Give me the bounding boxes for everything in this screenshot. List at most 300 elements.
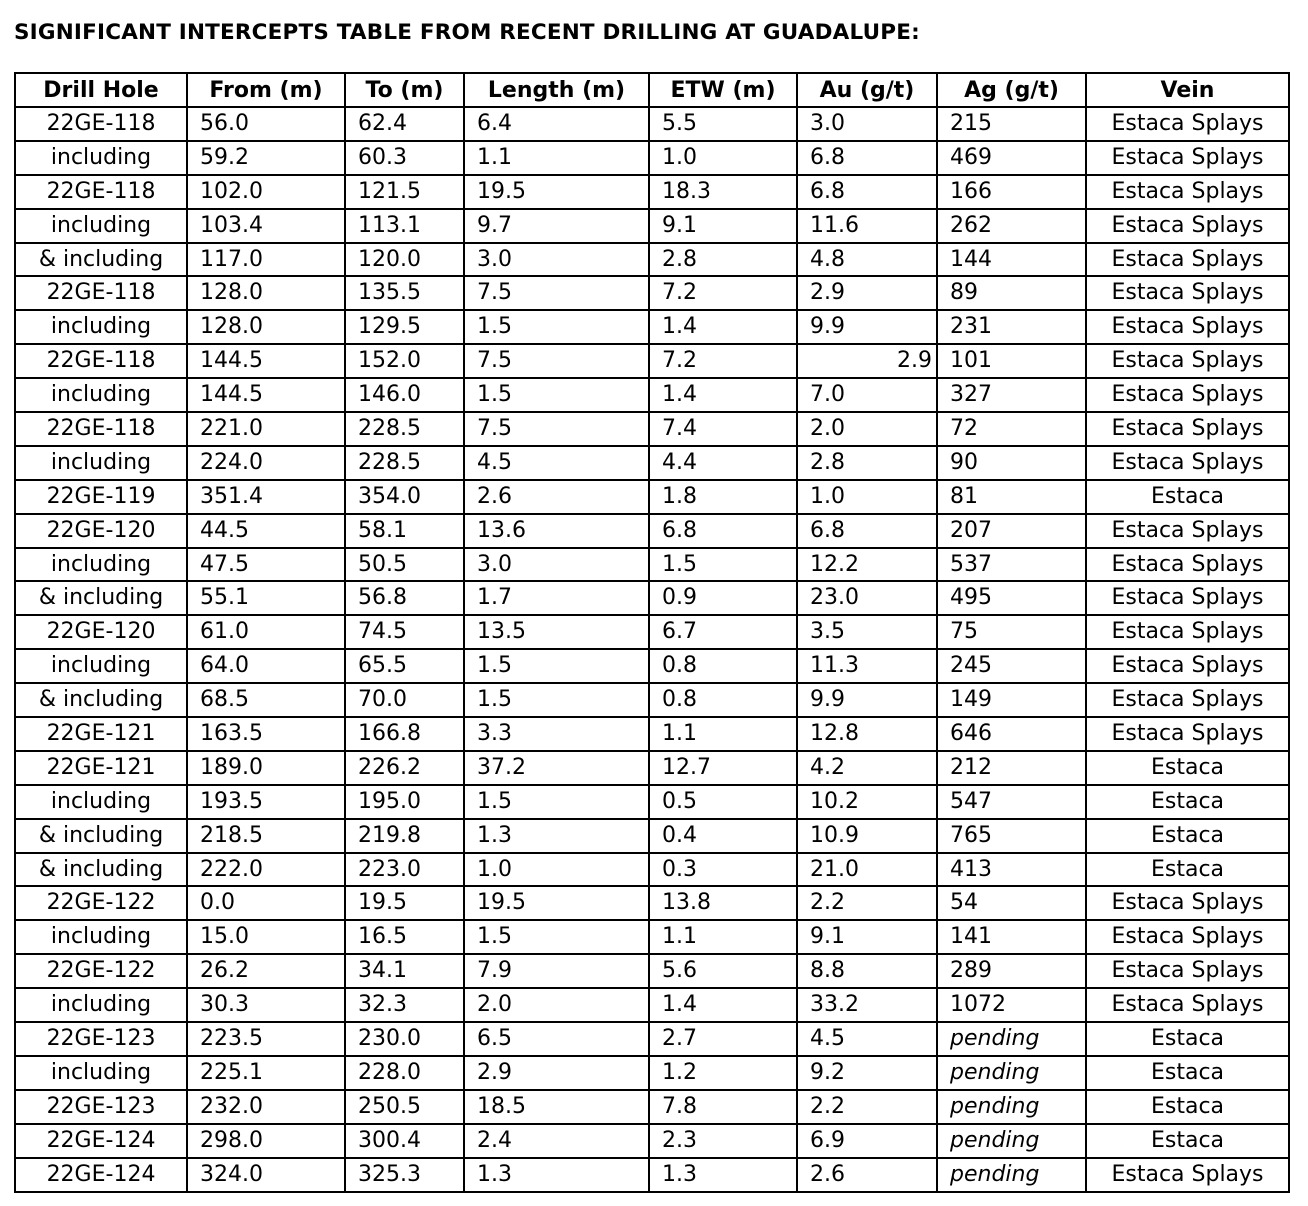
cell-to: 325.3 [345,1158,464,1192]
cell-ag: 75 [937,615,1086,649]
cell-from: 351.4 [187,480,345,514]
table-row [15,1056,1289,1090]
cell-au: 3.5 [797,615,937,649]
cell-au: 4.8 [797,243,937,277]
cell-drill-hole: 22GE-124 [15,1158,187,1192]
cell-etw: 9.1 [649,209,797,243]
cell-etw: 13.8 [649,886,797,920]
cell-vein: Estaca Splays [1086,276,1289,310]
cell-ag: 149 [937,683,1086,717]
cell-au: 23.0 [797,581,937,615]
table-row [15,853,1289,887]
cell-vein: Estaca Splays [1086,717,1289,751]
cell-etw: 1.5 [649,548,797,582]
table-row [15,886,1289,920]
cell-au: 6.9 [797,1124,937,1158]
cell-to: 228.5 [345,446,464,480]
table-row [15,276,1289,310]
cell-vein: Estaca [1086,1056,1289,1090]
cell-to: 58.1 [345,514,464,548]
cell-length: 2.9 [464,1056,649,1090]
cell-ag: 537 [937,548,1086,582]
table-row [15,920,1289,954]
cell-au: 4.2 [797,751,937,785]
table-row [15,548,1289,582]
cell-etw: 12.7 [649,751,797,785]
cell-vein: Estaca Splays [1086,649,1289,683]
table-row [15,141,1289,175]
cell-etw: 2.7 [649,1022,797,1056]
cell-length: 3.3 [464,717,649,751]
cell-to: 120.0 [345,243,464,277]
cell-drill-hole: including [15,920,187,954]
table-row [15,785,1289,819]
cell-vein: Estaca [1086,785,1289,819]
table-row [15,1022,1289,1056]
table-row [15,480,1289,514]
cell-vein: Estaca Splays [1086,920,1289,954]
cell-to: 19.5 [345,886,464,920]
cell-ag: 289 [937,954,1086,988]
cell-ag: 212 [937,751,1086,785]
cell-from: 232.0 [187,1090,345,1124]
cell-from: 0.0 [187,886,345,920]
cell-etw: 5.6 [649,954,797,988]
cell-to: 230.0 [345,1022,464,1056]
cell-ag: 327 [937,378,1086,412]
cell-length: 1.7 [464,581,649,615]
cell-etw: 0.9 [649,581,797,615]
intercepts-table [14,72,1290,1193]
cell-length: 9.7 [464,209,649,243]
cell-au: 2.9 [797,276,937,310]
cell-length: 4.5 [464,446,649,480]
table-row [15,310,1289,344]
cell-length: 1.5 [464,683,649,717]
cell-length: 19.5 [464,886,649,920]
cell-au: 6.8 [797,141,937,175]
cell-ag: 547 [937,785,1086,819]
cell-drill-hole: 22GE-118 [15,412,187,446]
cell-from: 55.1 [187,581,345,615]
table-row [15,514,1289,548]
table-row [15,954,1289,988]
cell-vein: Estaca Splays [1086,412,1289,446]
cell-vein: Estaca Splays [1086,1158,1289,1192]
cell-to: 56.8 [345,581,464,615]
cell-length: 7.5 [464,412,649,446]
cell-etw: 1.4 [649,988,797,1022]
table-row [15,1158,1289,1192]
cell-vein: Estaca Splays [1086,581,1289,615]
table-row [15,819,1289,853]
cell-length: 3.0 [464,548,649,582]
cell-vein: Estaca Splays [1086,548,1289,582]
table-row [15,988,1289,1022]
cell-from: 56.0 [187,107,345,141]
cell-drill-hole: 22GE-118 [15,276,187,310]
cell-etw: 7.4 [649,412,797,446]
cell-vein: Estaca Splays [1086,514,1289,548]
cell-drill-hole: including [15,209,187,243]
cell-from: 218.5 [187,819,345,853]
cell-vein: Estaca Splays [1086,378,1289,412]
cell-vein: Estaca Splays [1086,446,1289,480]
cell-etw: 1.1 [649,920,797,954]
cell-from: 64.0 [187,649,345,683]
table-body [15,107,1289,1192]
table-row [15,344,1289,378]
cell-vein: Estaca [1086,1124,1289,1158]
header-ag: Ag (g/t) [937,73,1086,107]
cell-length: 1.0 [464,853,649,887]
cell-drill-hole: including [15,785,187,819]
cell-etw: 1.1 [649,717,797,751]
cell-etw: 1.4 [649,310,797,344]
cell-length: 19.5 [464,175,649,209]
cell-ag: pending [937,1022,1086,1056]
cell-ag: pending [937,1090,1086,1124]
cell-etw: 1.0 [649,141,797,175]
cell-au: 2.2 [797,886,937,920]
cell-drill-hole: 22GE-123 [15,1022,187,1056]
cell-to: 152.0 [345,344,464,378]
cell-au: 11.3 [797,649,937,683]
cell-ag: 207 [937,514,1086,548]
cell-to: 62.4 [345,107,464,141]
cell-length: 18.5 [464,1090,649,1124]
cell-drill-hole: 22GE-121 [15,751,187,785]
cell-etw: 1.2 [649,1056,797,1090]
cell-vein: Estaca Splays [1086,141,1289,175]
cell-vein: Estaca Splays [1086,344,1289,378]
cell-ag: 495 [937,581,1086,615]
cell-etw: 0.4 [649,819,797,853]
cell-au: 7.0 [797,378,937,412]
cell-vein: Estaca Splays [1086,243,1289,277]
cell-length: 7.5 [464,276,649,310]
cell-drill-hole: & including [15,819,187,853]
cell-au: 2.0 [797,412,937,446]
cell-from: 128.0 [187,310,345,344]
cell-vein: Estaca [1086,853,1289,887]
cell-etw: 18.3 [649,175,797,209]
table-row [15,751,1289,785]
table-row [15,209,1289,243]
cell-length: 1.1 [464,141,649,175]
cell-length: 7.5 [464,344,649,378]
cell-from: 15.0 [187,920,345,954]
cell-length: 13.6 [464,514,649,548]
cell-length: 3.0 [464,243,649,277]
cell-etw: 5.5 [649,107,797,141]
cell-length: 2.0 [464,988,649,1022]
cell-from: 144.5 [187,378,345,412]
table-header-row [15,73,1289,107]
cell-drill-hole: & including [15,853,187,887]
cell-from: 222.0 [187,853,345,887]
cell-vein: Estaca Splays [1086,615,1289,649]
header-vein: Vein [1086,73,1289,107]
table-row [15,717,1289,751]
cell-au: 6.8 [797,175,937,209]
cell-au: 2.9 [797,344,937,378]
cell-ag: 166 [937,175,1086,209]
cell-au: 9.9 [797,310,937,344]
cell-au: 9.2 [797,1056,937,1090]
cell-etw: 7.2 [649,276,797,310]
cell-au: 2.2 [797,1090,937,1124]
cell-vein: Estaca Splays [1086,310,1289,344]
table-row [15,107,1289,141]
cell-from: 47.5 [187,548,345,582]
cell-to: 113.1 [345,209,464,243]
cell-ag: pending [937,1158,1086,1192]
cell-au: 21.0 [797,853,937,887]
cell-ag: 101 [937,344,1086,378]
cell-length: 1.5 [464,310,649,344]
cell-etw: 0.8 [649,683,797,717]
cell-from: 324.0 [187,1158,345,1192]
cell-ag: 215 [937,107,1086,141]
cell-drill-hole: 22GE-122 [15,954,187,988]
cell-from: 128.0 [187,276,345,310]
cell-to: 74.5 [345,615,464,649]
cell-to: 60.3 [345,141,464,175]
cell-from: 221.0 [187,412,345,446]
cell-from: 26.2 [187,954,345,988]
cell-etw: 7.8 [649,1090,797,1124]
cell-ag: 141 [937,920,1086,954]
cell-etw: 4.4 [649,446,797,480]
cell-length: 37.2 [464,751,649,785]
cell-length: 2.4 [464,1124,649,1158]
cell-to: 228.5 [345,412,464,446]
cell-ag: 81 [937,480,1086,514]
cell-ag: 765 [937,819,1086,853]
cell-to: 70.0 [345,683,464,717]
cell-drill-hole: 22GE-122 [15,886,187,920]
cell-length: 1.5 [464,649,649,683]
cell-etw: 0.5 [649,785,797,819]
cell-ag: pending [937,1124,1086,1158]
cell-drill-hole: including [15,548,187,582]
header-drill-hole: Drill Hole [15,73,187,107]
cell-to: 135.5 [345,276,464,310]
cell-au: 2.8 [797,446,937,480]
cell-to: 223.0 [345,853,464,887]
cell-drill-hole: 22GE-118 [15,344,187,378]
cell-from: 223.5 [187,1022,345,1056]
cell-drill-hole: & including [15,243,187,277]
cell-length: 6.5 [464,1022,649,1056]
cell-drill-hole: 22GE-123 [15,1090,187,1124]
cell-to: 121.5 [345,175,464,209]
cell-drill-hole: including [15,446,187,480]
cell-length: 1.3 [464,819,649,853]
cell-vein: Estaca Splays [1086,954,1289,988]
table-row [15,412,1289,446]
cell-drill-hole: 22GE-120 [15,514,187,548]
cell-vein: Estaca Splays [1086,209,1289,243]
cell-from: 30.3 [187,988,345,1022]
cell-from: 163.5 [187,717,345,751]
cell-to: 129.5 [345,310,464,344]
cell-from: 298.0 [187,1124,345,1158]
table-row [15,649,1289,683]
cell-from: 224.0 [187,446,345,480]
table-row [15,1124,1289,1158]
cell-to: 226.2 [345,751,464,785]
cell-au: 10.9 [797,819,937,853]
cell-to: 50.5 [345,548,464,582]
cell-length: 1.3 [464,1158,649,1192]
cell-drill-hole: 22GE-118 [15,107,187,141]
cell-to: 195.0 [345,785,464,819]
cell-etw: 1.4 [649,378,797,412]
cell-vein: Estaca Splays [1086,107,1289,141]
cell-au: 11.6 [797,209,937,243]
cell-vein: Estaca [1086,480,1289,514]
cell-to: 300.4 [345,1124,464,1158]
cell-to: 166.8 [345,717,464,751]
table-row [15,175,1289,209]
cell-from: 117.0 [187,243,345,277]
cell-drill-hole: 22GE-119 [15,480,187,514]
cell-au: 8.8 [797,954,937,988]
cell-from: 44.5 [187,514,345,548]
cell-drill-hole: 22GE-118 [15,175,187,209]
cell-to: 250.5 [345,1090,464,1124]
cell-from: 103.4 [187,209,345,243]
table-row [15,243,1289,277]
cell-drill-hole: including [15,141,187,175]
cell-drill-hole: including [15,649,187,683]
cell-au: 6.8 [797,514,937,548]
cell-to: 228.0 [345,1056,464,1090]
cell-ag: 90 [937,446,1086,480]
cell-length: 1.5 [464,378,649,412]
cell-au: 4.5 [797,1022,937,1056]
cell-from: 61.0 [187,615,345,649]
cell-etw: 2.3 [649,1124,797,1158]
cell-ag: 1072 [937,988,1086,1022]
cell-from: 144.5 [187,344,345,378]
cell-etw: 0.3 [649,853,797,887]
cell-ag: 72 [937,412,1086,446]
cell-au: 12.8 [797,717,937,751]
cell-etw: 0.8 [649,649,797,683]
cell-vein: Estaca [1086,751,1289,785]
cell-au: 33.2 [797,988,937,1022]
cell-length: 1.5 [464,785,649,819]
cell-drill-hole: & including [15,581,187,615]
cell-length: 7.9 [464,954,649,988]
cell-drill-hole: including [15,378,187,412]
cell-drill-hole: 22GE-121 [15,717,187,751]
cell-ag: 231 [937,310,1086,344]
cell-drill-hole: & including [15,683,187,717]
cell-vein: Estaca Splays [1086,886,1289,920]
cell-length: 6.4 [464,107,649,141]
cell-from: 193.5 [187,785,345,819]
cell-vein: Estaca [1086,1022,1289,1056]
cell-au: 3.0 [797,107,937,141]
cell-au: 1.0 [797,480,937,514]
cell-ag: 89 [937,276,1086,310]
cell-etw: 1.3 [649,1158,797,1192]
cell-vein: Estaca [1086,819,1289,853]
cell-from: 189.0 [187,751,345,785]
cell-drill-hole: including [15,1056,187,1090]
cell-au: 10.2 [797,785,937,819]
cell-to: 354.0 [345,480,464,514]
page-title: SIGNIFICANT INTERCEPTS TABLE FROM RECENT DRILLING AT GUADALUPE: [14,20,920,45]
cell-ag: 54 [937,886,1086,920]
table-row [15,1090,1289,1124]
cell-etw: 6.8 [649,514,797,548]
table-row [15,615,1289,649]
cell-length: 1.5 [464,920,649,954]
header-length: Length (m) [464,73,649,107]
table-row [15,683,1289,717]
cell-au: 12.2 [797,548,937,582]
cell-to: 146.0 [345,378,464,412]
header-au: Au (g/t) [797,73,937,107]
header-to: To (m) [345,73,464,107]
cell-au: 2.6 [797,1158,937,1192]
cell-to: 34.1 [345,954,464,988]
cell-drill-hole: including [15,310,187,344]
cell-etw: 6.7 [649,615,797,649]
header-from: From (m) [187,73,345,107]
cell-length: 13.5 [464,615,649,649]
cell-from: 68.5 [187,683,345,717]
cell-au: 9.1 [797,920,937,954]
cell-length: 2.6 [464,480,649,514]
cell-etw: 7.2 [649,344,797,378]
table-row [15,581,1289,615]
cell-au: 9.9 [797,683,937,717]
cell-from: 225.1 [187,1056,345,1090]
cell-etw: 1.8 [649,480,797,514]
cell-drill-hole: 22GE-120 [15,615,187,649]
header-etw: ETW (m) [649,73,797,107]
cell-to: 219.8 [345,819,464,853]
cell-drill-hole: including [15,988,187,1022]
cell-vein: Estaca Splays [1086,988,1289,1022]
cell-ag: 413 [937,853,1086,887]
cell-etw: 2.8 [649,243,797,277]
cell-ag: 262 [937,209,1086,243]
cell-ag: pending [937,1056,1086,1090]
cell-ag: 469 [937,141,1086,175]
cell-drill-hole: 22GE-124 [15,1124,187,1158]
cell-vein: Estaca Splays [1086,683,1289,717]
cell-to: 32.3 [345,988,464,1022]
cell-from: 59.2 [187,141,345,175]
cell-to: 16.5 [345,920,464,954]
table-row [15,446,1289,480]
cell-ag: 646 [937,717,1086,751]
table-row [15,378,1289,412]
cell-vein: Estaca Splays [1086,175,1289,209]
cell-ag: 144 [937,243,1086,277]
cell-ag: 245 [937,649,1086,683]
cell-from: 102.0 [187,175,345,209]
cell-vein: Estaca [1086,1090,1289,1124]
cell-to: 65.5 [345,649,464,683]
